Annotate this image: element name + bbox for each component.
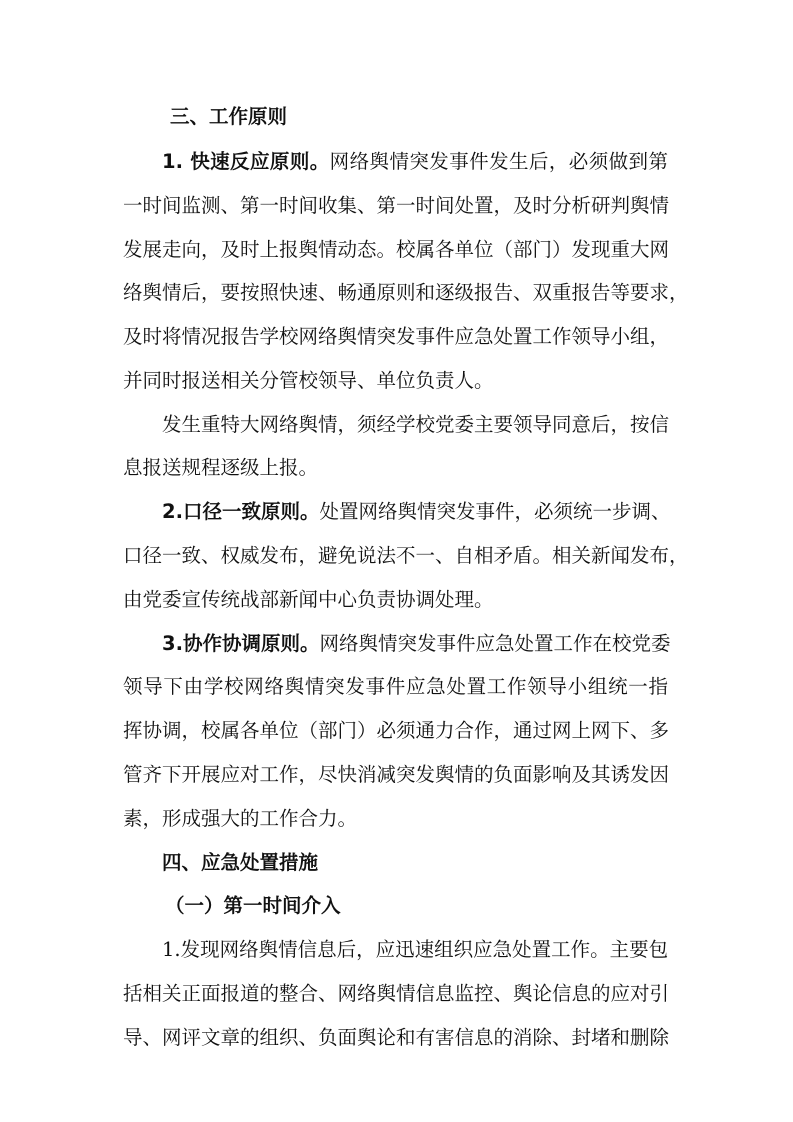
- paragraph-major-incident-line-1: 发生重特大网络舆情，须经学校党委主要领导同意后，按信: [162, 413, 670, 436]
- paragraph-line: 发展走向，及时上报舆情动态。校属各单位（部门）发现重大网: [123, 238, 670, 261]
- section-heading-work-principles: 三、工作原则: [170, 105, 288, 128]
- principle-title-coordination: 3.协作协调原则。: [162, 632, 320, 655]
- paragraph-line: 素，形成强大的工作合力。: [123, 807, 358, 830]
- paragraph-line: 由党委宣传统战部新闻中心负责协调处理。: [123, 588, 494, 611]
- paragraph-line: 括相关正面报道的整合、网络舆情信息监控、舆论信息的应对引: [123, 982, 670, 1005]
- paragraph-line: 口径一致、权威发布，避免说法不一、自相矛盾。相关新闻发布，: [123, 544, 689, 567]
- paragraph-line: 及时将情况报告学校网络舆情突发事件应急处置工作领导小组，: [123, 325, 670, 348]
- paragraph-coordination-line-1: 3.协作协调原则。网络舆情突发事件应急处置工作在校党委: [162, 632, 671, 655]
- paragraph-intervention-line-1: 1.发现网络舆情信息后，应迅速组织应急处置工作。主要包: [162, 938, 669, 961]
- paragraph-line: 管齐下开展应对工作，尽快消减突发舆情的负面影响及其诱发因: [123, 763, 670, 786]
- paragraph-consistent-message-line-1: 2.口径一致原则。处置网络舆情突发事件，必须统一步调、: [162, 500, 671, 523]
- paragraph-line: 一时间监测、第一时间收集、第一时间处置，及时分析研判舆情: [123, 194, 670, 217]
- section-heading-emergency-measures: 四、应急处置措施: [162, 851, 319, 874]
- paragraph-line: 息报送规程逐级上报。: [123, 456, 319, 479]
- paragraph-line: 导、网评文章的组织、负面舆论和有害信息的消除、封堵和删除: [123, 1026, 670, 1049]
- paragraph-line: 领导下由学校网络舆情突发事件应急处置工作领导小组统一指: [123, 675, 668, 698]
- paragraph-line: 并同时报送相关分管校领导、单位负责人。: [123, 369, 494, 392]
- principle-title-quick-response: 1. 快速反应原则。: [162, 150, 330, 173]
- paragraph-quick-response-line-1: 1. 快速反应原则。网络舆情突发事件发生后，必须做到第: [162, 150, 668, 173]
- subsection-heading-first-intervention: （一）第一时间介入: [165, 894, 341, 917]
- principle-title-consistent-message: 2.口径一致原则。: [162, 500, 320, 523]
- paragraph-line: 挥协调，校属各单位（部门）必须通力合作，通过网上网下、多: [123, 719, 670, 742]
- paragraph-line: 络舆情后，要按照快速、畅通原则和逐级报告、双重报告等要求，: [123, 281, 689, 304]
